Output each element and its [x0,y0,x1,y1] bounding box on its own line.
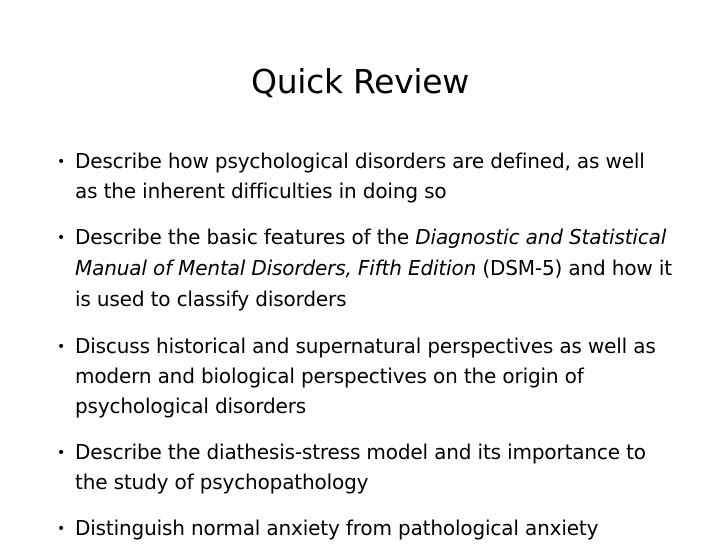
bullet-text-continued: (DSM-5) and how it is used to classify disorders [75,256,672,311]
bullet-text: Distinguish normal anxiety from pathological anxiety [75,516,599,540]
bullet-text: Describe how psychological disorders are defined, as well as the inherent difficulties in doing so [75,149,645,203]
bullet-text: Discuss historical and supernatural perspectives as well as modern and biological perspectives on the origin of psychological disorders [75,334,656,418]
bullet-item [52,146,672,206]
bullet-dot-icon: • [57,154,66,170]
bullet-dot-icon: • [57,230,66,246]
bullet-text: Describe the basic features of the [75,225,416,249]
bullet-dot-icon: • [57,521,66,537]
bullet-item [52,513,672,543]
bullet-dot-icon: • [57,339,66,355]
bullet-item [52,437,672,497]
bullet-item [52,222,672,315]
slide-title: Quick Review [251,62,469,101]
bullet-text: Describe the diathesis-stress model and its importance to the study of psychopathology [75,440,646,494]
bullet-item [52,331,672,421]
bullet-dot-icon: • [57,445,66,461]
bullet-list [52,146,672,543]
bullet-italic-title: Diagnostic and Statistical Manual of Mental Disorders, Fifth Edition [75,225,667,280]
